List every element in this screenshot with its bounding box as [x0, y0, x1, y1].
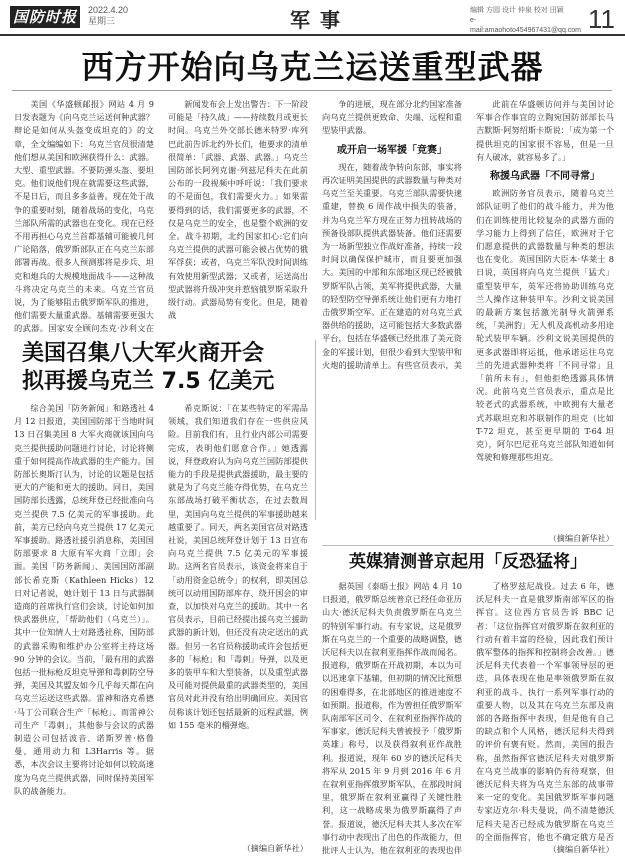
article1-subheading-1: 或开启一场军援「竞赛」	[337, 144, 447, 156]
article2-col1-text: 综合美国「防务新闻」和路透社 4 月 12 日报道，美国国防部于当地时间 13 日召集美国 8 大军火商就该国向乌克兰提供援助问题进行讨论，讨论将侧重于如何提高作战武器的生产能力。国防部长奥斯汀认为，讨论的议题是包括更大的产能和更大的援助。同日，美国国防部长透露，总统拜登已经批准向乌克兰提供 7.5 亿美元的军事援助。此前，美方已经向乌克兰提供 17 亿美元军事援助。路透社援引消息称，美国国防部要求 8 大原有军火商「立即」会面。美国「防务新闻」、美国国防部副部长希克斯（Kathleen Hicks）12 日对记者说，她计划于 13 日与武器制造商的首席执行官们会谈，讨论如何加快武器供应，「帮助他们（乌克兰）」。其中一位知情人士对路透社称，国防部的武器采购和维护办公室将主持这场 90 分钟的会议。当前，「最有用的武器包括一批标枪反坦克导弹和毒刺防空导弹，美国及其盟友如今几乎每天都在向乌克兰运送这些武器。雷神和洛克希德·马丁公司联合生产「标枪」、而雷神公司生产「毒刺」，其他参与会议的武器制造公司包括波音、诺斯罗普·格鲁曼，通用动力和 L3Harris 等。据悉，本次会议主要将讨论如何以较高速度为乌克兰提供武器，同时保持美国军队的战备能力。	[14, 403, 154, 796]
issue-date: 2022.4.20	[88, 5, 129, 15]
article1-col3-body: 现在，随着战争转向东部，事实将再次证明美国提供的武器数量与种类对乌克兰至关重要。乌克兰部队需要快速重建，替换 6 周作战中损失的装备，并为乌克兰军方现在正努力扭转战场的预备役部队提供武器装备。他们还需要为一场新型独立作战好准备，持续一段时间以确保保护城市，而且要更加强大。美国的中部和东部地区现已经被俄罗斯军队占领，美军将提供武器，大量的轻型防空导弹系统让他们更有力地打击俄罗斯空军。正在建造的对乌克兰武器供给的援助，这可能包括大多数武器平台，包括在华盛顿已经批准了美元资金的军援计划，但很少看到大型装甲和火炮的援助清单上。有些官员表示，美	[322, 161, 462, 370]
masthead	[0, 0, 625, 36]
article1-source: （摘编自新华社）	[548, 533, 614, 543]
page-number: 11	[588, 4, 615, 34]
article2-headline-line-1: 美国召集八大军火商开会	[22, 341, 265, 366]
article3-col2-text: 了格罗兹尼战役。过去 6 年，德沃尼科夫一直是俄罗斯南部军区的指挥官。这位西方官员告诉 BBC 记者：「这位指挥官对俄罗斯在叙利亚的行动有着丰富的经验，因此我们预计俄军整体的指挥和控制将会改善。」德沃尼科夫代表着一个军事领导层的更迭，具体表现在他是率领俄罗斯在叙利亚的战斗、执行一系列军事行动的重要人物，以及其在乌克兰东部及南部的各路指挥中表现，但是他有自己的缺点和个人风格，德沃尼科夫得到的评价有褒有贬。然而，美国的报告称，虽然指挥官德沃尼科夫对俄罗斯在乌克兰战事的影响仍有待观察，但德沃尼科夫将为乌克兰东部的战事带来一定的变化。美国俄罗斯军事问题专家迈克尔·科夫曼说，尚不清楚德沃尼科夫是否已经成为俄罗斯在乌克兰的全面指挥官，他也不确定俄方是否	[476, 581, 614, 842]
article1-column-1	[14, 98, 154, 336]
column-divider	[315, 340, 316, 520]
article1-source-box	[476, 532, 614, 546]
article2-headline-line-2: 拟再援乌克兰 7.5 亿美元	[22, 369, 275, 394]
article1-col4-text: 此前在华盛顿访问并与美国讨论军事合作事宜的立陶宛国防部部长马吉默斯·阿努绍斯卡斯说：「成为第一个提供坦克的国家很不容易，但是一旦有人破冰，就容易多了。」	[476, 99, 614, 162]
article3-headline: 英媒猜测普京起用「反恐猛将」	[349, 552, 587, 572]
main-headline: 西方开始向乌克兰运送重型武器	[81, 48, 544, 86]
section-name: 军事	[290, 8, 350, 32]
article1-col3-text: 争的进展，现在部分北约国家准备向乌克兰提供更致命、尖端、远程和重型装甲武器。	[322, 99, 462, 136]
headline-divider	[12, 90, 612, 91]
article1-column-4	[476, 98, 614, 543]
issue-date-block	[88, 5, 128, 27]
newspaper-logo: 国防时报	[10, 6, 80, 28]
article3-column-1	[322, 580, 462, 857]
article3-source: （摘编自新华社）	[548, 844, 614, 854]
credits-line-2: e-mail:amaohoto454967431@qq.com	[470, 17, 582, 34]
article1-col1-text: 美国《华盛顿邮报》网站 4 月 9 日发表题为《向乌克兰运送何种武器？辩论是如何从头盔变成坦克的》的文章，全文编编如下：乌克兰官员很清楚他们想从美国和欧洲获得什么：武器。大型、重型武器。不要防弹头盔、要坦克。他们说他们现在就需要这些武器，不是日后，而且多多益善。现在处于战争的重要时刻，随着战场的变化，乌克兰部队所需的武器也在变化。现在已经不用再担心乌克兰首都基辅可能被几何广论陷落，俄罗斯部队正在乌克兰东部部署再战。很多人预测那将是步兵、坦克和炮兵的大规模地面战斗——这种战斗将决定乌克兰的未来。乌克兰官员说，为了能够阻击俄罗斯军队的推进，他们需要大量重武器。基辅需要更强大的武器。国家安全顾问杰克·沙利文在	[14, 99, 154, 334]
article3-top-rule	[322, 545, 614, 546]
article3-source-box	[476, 843, 614, 857]
editor-credits	[470, 6, 580, 36]
article2-source: （摘编自新华社）	[242, 843, 308, 853]
article2-column-2	[168, 402, 308, 840]
article3-col1-text: 据英国《泰晤士报》网站 4 月 10 日报道，俄罗斯总统普京已经任命亚历山大·德沃尼科夫负责俄罗斯在乌克兰的特别军事行动。有专家说，这是俄罗斯在乌克兰的一个重要的战略调整，德沃尼科夫以在叙利亚指挥作战而闻名。报道称，俄罗斯在开战初期，本以为可以迅速拿下基辅，但初期的情况比预想的困难得多，在北部地区的推进速度不如预期。报道称，作为曾担任俄罗斯军队南部军区司令、在叙利亚指挥作战的军事家，德沃尼科夫曾被授予「俄罗斯英雄」称号，以及获得叙利亚作战胜利。报道说，现年 60 岁的德沃尼科夫将军从 2015 年 9 月到 2016 年 6 月在叙利亚指挥俄罗斯军队，在那段时间里，俄罗斯在叙利亚赢得了关键性胜利，这一战略成果为俄罗斯赢得了声誉。报道说，德沃尼科夫其人多次在军事行动中表现出了出色的作战能力，但批评人士认为，他在叙利亚的表现也伴	[322, 581, 462, 856]
article1-column-2	[168, 98, 308, 336]
article2-col2-text: 希克斯说：「在某些特定的军需品领域，我们知道我们存在一些供应风险。目前我们有，且行业内部公司需要完成，表明他们愿意合作。」她透露说，拜登政府认为向乌克兰国防部提供能力的手段是提供武器援助，最主要的就是为了乌克兰能夺得优势，在乌克兰东部战场打破平衡状态，在过去数周里，美国向乌克兰提供的军事援助越来越重要了。同天，两名美国官员对路透社说，美国总统拜登计划于 13 日宣布向乌克兰提供 7.5 亿美元的军事援助。这两名官员表示，该资金将来自于「动用资金总统令」的权利，即美国总统可以动用国防部库存、绕开国会的审查，以加快对乌克兰的援助。其中一名官员表示，目前已经提出援乌克兰援助武器的新计划，但还没有决定送出的武器。但另一名官员称援助或许会包括更多的「标枪」和「毒刺」导弹，以及更多的装甲车和大型装备，以及重型武器及可能对提供最重的武器类型的，美国官员对此并没有给出明确回应。美国官员称该计划还包括最新的远程武器，例如 155 毫米的榴弹炮。	[168, 403, 308, 730]
article1-col4-body: 欧洲防务官员表示，随着乌克兰部队证明了他们的战斗能力，并为他们在训练使用比较复杂的武器方面的学习能力上得到了信任，欧洲对于它们愿意提供的武器数量与种类的想法也在变化。英国国防大臣本·华莱士 8 日说，英国将向乌克兰提供「猛犬」重型装甲车，英军还将协助训练乌克兰人操作这种装甲车。沙利文说美国的最新方案包括激光制导火箭弹系统，「美洲豹」无人机及高机动多用途轮式装甲车辆。沙利文说美国提供的更多武器即将运抵，他承诺运往乌克兰的先进武器种类将「不同寻常」且「前所未有」，但他拒绝透露具体情况。此前乌克兰官员表示，重点是比较老式的武器系统，中欧拥有大量老式苏联坦克和苏联制作的坦克（比如 T-72 坦克，甚至更早期的 T-64 坦克），阿尔巴尼亚乌克兰部队知道如何驾驶和修理那些坦克。	[476, 188, 614, 463]
article1-col2-text: 新闻发布会上发出警告：下一阶段可能是「持久战」——持续数月或更长时间。乌克兰外交部长德米特罗·库列巴此前告诉北约外长们，他要求的清单很简单：「武器、武器、武器。」乌克兰国防部长阿列克谢·列兹尼科夫在此前公布的一段视频中呼吁说：「我们要求的不是面包，我们需要火力。」如果需要得到的话，我们需要更多的武器，不仅是乌克兰的安全，也是整个欧洲的安全。战斗初期，北约国家扣心:它们向乌克兰提供的武器可能会被占优势的俄军俘获；或者，乌克兰军队没时间训练有效使用新型武器；又或者，运送高出型武器将升级冲突并惹恼俄罗斯采取升级行动。武器局势有变化。但是，随着战	[168, 99, 308, 321]
article1-subheading-2: 称援乌武器「不同寻常」	[490, 171, 600, 183]
article2-source-box	[168, 842, 308, 856]
article2-headline	[22, 340, 312, 396]
article3-column-2	[476, 580, 614, 842]
issue-weekday: 星期三	[88, 16, 116, 26]
article2-column-1	[14, 402, 154, 857]
credits-line-1: 编辑 方园 设计 仲泉 校对 田颖	[470, 7, 564, 14]
